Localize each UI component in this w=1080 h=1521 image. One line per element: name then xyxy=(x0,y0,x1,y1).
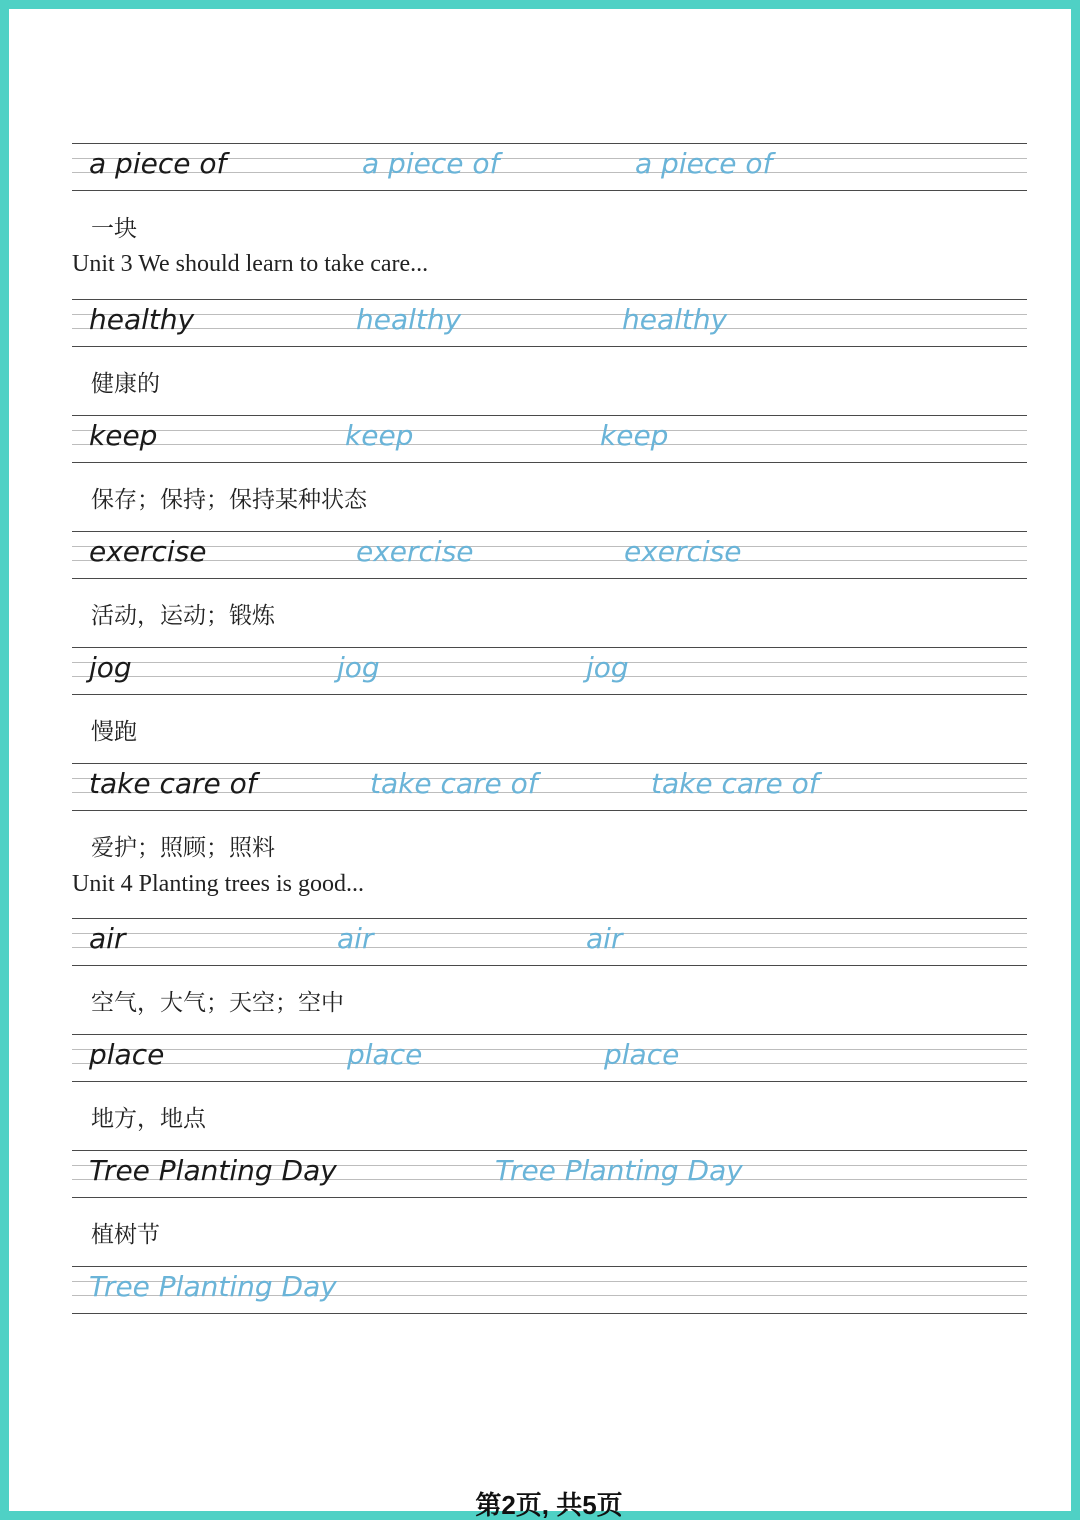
chinese-meaning: 一块 xyxy=(91,216,137,242)
handwriting-row xyxy=(72,1034,1027,1083)
handwriting-row xyxy=(72,415,1027,464)
guide-line xyxy=(72,947,1027,948)
chinese-meaning: 植树节 xyxy=(91,1222,160,1248)
page-number: 第2页, 共5页 xyxy=(475,1490,623,1520)
top-line xyxy=(72,1150,1027,1151)
trace-word: place xyxy=(604,1038,680,1071)
guide-line xyxy=(72,676,1027,677)
top-line xyxy=(72,1266,1027,1267)
guide-line xyxy=(72,444,1027,445)
trace-word: keep xyxy=(345,419,414,452)
bottom-line xyxy=(72,462,1027,463)
trace-word: keep xyxy=(600,419,669,452)
trace-word: healthy xyxy=(356,303,462,336)
handwriting-row xyxy=(72,531,1027,580)
trace-word: Tree Planting Day xyxy=(89,1270,337,1303)
bottom-line xyxy=(72,1313,1027,1314)
top-line xyxy=(72,647,1027,648)
unit-heading: Unit 4 Planting trees is good... xyxy=(72,871,364,897)
handwriting-row xyxy=(72,1150,1027,1199)
guide-line xyxy=(72,314,1027,315)
trace-word: healthy xyxy=(622,303,728,336)
bottom-line xyxy=(72,1197,1027,1198)
trace-word: air xyxy=(337,922,374,955)
top-line xyxy=(72,1034,1027,1035)
top-line xyxy=(72,918,1027,919)
bottom-line xyxy=(72,346,1027,347)
top-line xyxy=(72,531,1027,532)
trace-word: jog xyxy=(337,651,380,684)
handwriting-row xyxy=(72,918,1027,967)
bottom-line xyxy=(72,965,1027,966)
guide-line xyxy=(72,430,1027,431)
trace-word: take care of xyxy=(370,767,538,800)
guide-line xyxy=(72,1063,1027,1064)
handwriting-row xyxy=(72,1266,1027,1315)
bottom-line xyxy=(72,1081,1027,1082)
trace-word: jog xyxy=(586,651,629,684)
handwriting-row xyxy=(72,647,1027,696)
handwriting-row xyxy=(72,763,1027,812)
trace-word: a piece of xyxy=(362,147,500,180)
top-line xyxy=(72,415,1027,416)
top-line xyxy=(72,299,1027,300)
trace-word: take care of xyxy=(651,767,819,800)
vocab-word: Tree Planting Day xyxy=(89,1154,337,1187)
handwriting-row xyxy=(72,299,1027,348)
guide-line xyxy=(72,328,1027,329)
handwriting-row xyxy=(72,143,1027,192)
guide-line xyxy=(72,662,1027,663)
vocab-word: keep xyxy=(89,419,158,452)
vocab-word: a piece of xyxy=(89,147,227,180)
trace-word: a piece of xyxy=(635,147,773,180)
trace-word: exercise xyxy=(356,535,474,568)
chinese-meaning: 爱护；照顾；照料 xyxy=(91,835,275,861)
vocab-word: air xyxy=(89,922,126,955)
chinese-meaning: 健康的 xyxy=(91,371,160,397)
vocab-word: take care of xyxy=(89,767,257,800)
top-line xyxy=(72,763,1027,764)
vocab-word: healthy xyxy=(89,303,195,336)
vocab-word: exercise xyxy=(89,535,207,568)
trace-word: Tree Planting Day xyxy=(495,1154,743,1187)
chinese-meaning: 慢跑 xyxy=(91,719,137,745)
guide-line xyxy=(72,560,1027,561)
bottom-line xyxy=(72,810,1027,811)
bottom-line xyxy=(72,694,1027,695)
trace-word: exercise xyxy=(624,535,742,568)
vocab-word: jog xyxy=(89,651,132,684)
trace-word: place xyxy=(347,1038,423,1071)
guide-line xyxy=(72,1049,1027,1050)
bottom-line xyxy=(72,190,1027,191)
bottom-line xyxy=(72,578,1027,579)
chinese-meaning: 保存；保持；保持某种状态 xyxy=(91,487,367,513)
unit-heading: Unit 3 We should learn to take care... xyxy=(72,251,429,277)
trace-word: air xyxy=(586,922,623,955)
top-line xyxy=(72,143,1027,144)
guide-line xyxy=(72,933,1027,934)
chinese-meaning: 地方，地点 xyxy=(91,1106,206,1132)
chinese-meaning: 空气，大气；天空；空中 xyxy=(91,990,344,1016)
guide-line xyxy=(72,546,1027,547)
chinese-meaning: 活动，运动；锻炼 xyxy=(91,603,275,629)
vocab-word: place xyxy=(89,1038,165,1071)
